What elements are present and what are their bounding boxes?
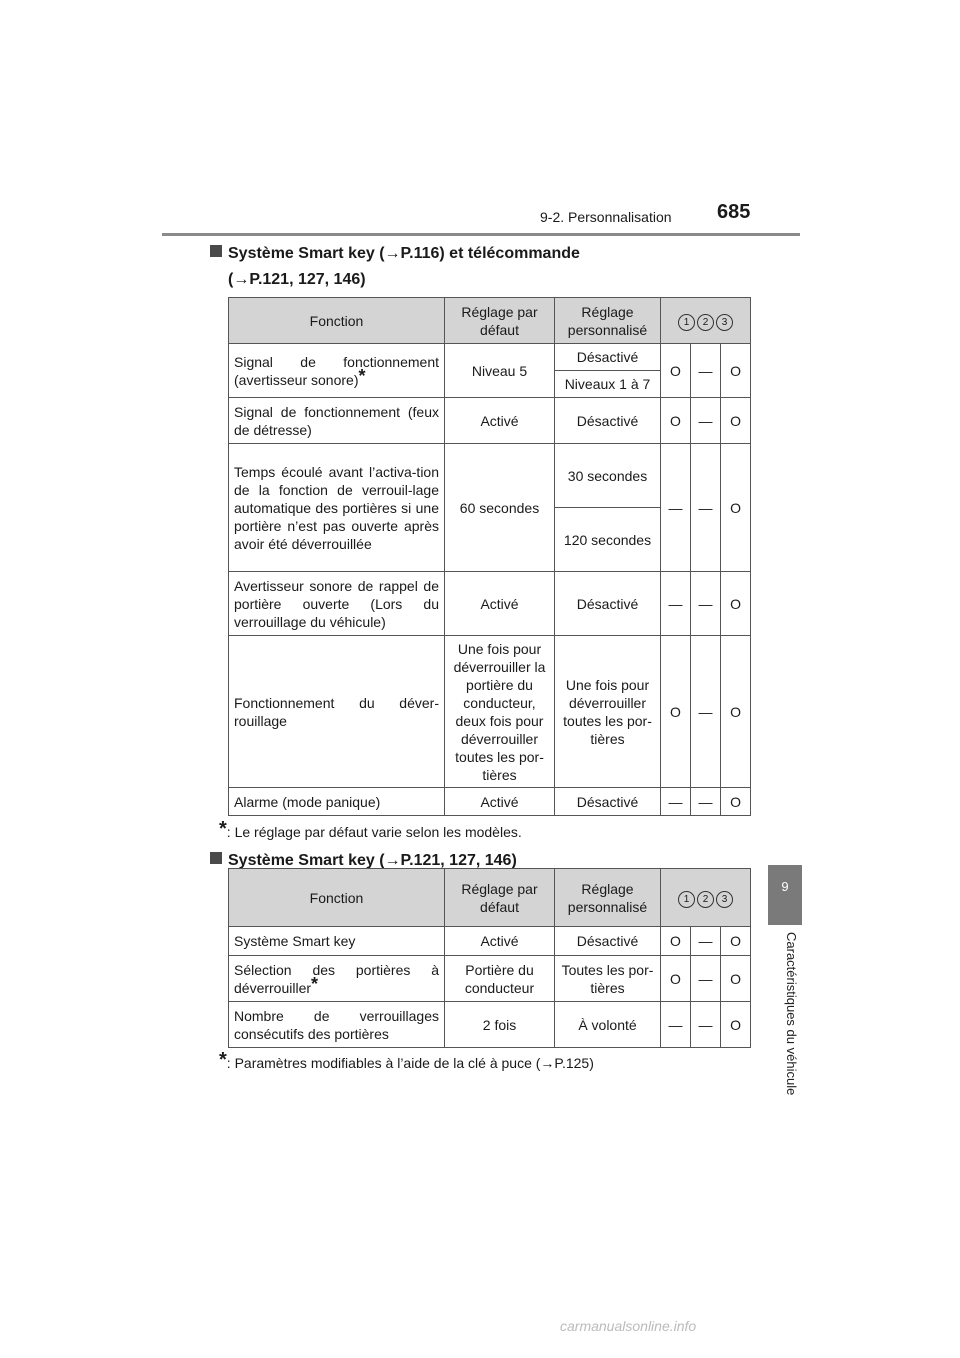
table-row: Signal de fonctionnement (feux de détresse) Activé Désactivé O — O	[229, 398, 751, 444]
table-row: Sélection des portières à déverrouiller* Portière du conducteur Toutes les por-tières O — O	[229, 956, 751, 1002]
circled-1-icon: 1	[678, 891, 695, 908]
square-bullet-icon	[210, 852, 222, 864]
section2-heading: Système Smart key (→P.121, 127, 146)	[210, 848, 517, 874]
table-row: Niveaux 1 à 7	[229, 371, 751, 398]
col-numbers	[661, 298, 751, 344]
header-section: 9-2. Personnalisation	[540, 209, 672, 225]
chapter-tab[interactable]: 9	[768, 865, 802, 925]
circled-2-icon: 2	[697, 891, 714, 908]
asterisk-icon: *	[219, 818, 227, 840]
settings-table-1	[228, 297, 751, 816]
header-rule	[162, 233, 800, 236]
arrow-right-icon: →	[233, 271, 250, 288]
asterisk-icon: *	[311, 973, 319, 994]
circled-3-icon: 3	[716, 891, 733, 908]
arrow-right-icon: →	[384, 852, 401, 869]
table-row: Temps écoulé avant l’activa-tion de la fonction de verrouil-lage automatique des portières si une portière n’est pas ouverte après avoir été déverrouillée 60 secondes 30 secondes — — O	[229, 444, 751, 508]
footnote-2: *: Paramètres modifiables à l’aide de la clé à puce (→P.125)	[219, 1049, 594, 1071]
table-row: Fonctionnement du déver-rouillage Une fois pour déverrouiller la portière du conducteur, deux fois pour déverrouiller toutes les por-tières Une fois pour déverrouiller toutes les por-tières O — O	[229, 636, 751, 788]
table-row: Alarme (mode panique) Activé Désactivé — — O	[229, 788, 751, 816]
table-header-row	[229, 298, 751, 344]
table-row: Avertisseur sonore de rappel de portière ouverte (Lors du verrouillage du véhicule) Activé Désactivé — — O	[229, 572, 751, 636]
square-bullet-icon	[210, 245, 222, 257]
circled-3-icon: 3	[716, 314, 733, 331]
asterisk-icon: *	[219, 1049, 227, 1071]
table-row: 120 secondes	[229, 508, 751, 572]
circled-2-icon: 2	[697, 314, 714, 331]
section1-heading: Système Smart key (→P.116) et télécommande (→P.121, 127, 146)	[210, 241, 580, 293]
table-row: Système Smart key Activé Désactivé O — O	[229, 927, 751, 956]
arrow-right-icon: →	[384, 245, 401, 262]
watermark: carmanualsonline.info	[560, 1318, 697, 1334]
col-perso: Réglage personnalisé	[555, 869, 661, 927]
chapter-title: Caractéristiques du véhicule	[784, 932, 799, 1096]
col-defaut: Réglage par défaut	[445, 298, 555, 344]
table-header-row	[229, 869, 751, 927]
asterisk-icon: *	[358, 365, 366, 386]
table-row: Nombre de verrouillages consécutifs des portières 2 fois À volonté — — O	[229, 1002, 751, 1048]
col-numbers	[661, 869, 751, 927]
table-row: Signal de fonctionnement (avertisseur sonore)* Niveau 5 Désactivé O — O	[229, 344, 751, 371]
col-defaut: Réglage par défaut	[445, 869, 555, 927]
arrow-right-icon: →	[540, 1055, 555, 1071]
page-number: 685	[717, 201, 751, 223]
footnote-1: *: Le réglage par défaut varie selon les modèles.	[219, 818, 522, 840]
col-fonction: Fonction	[229, 869, 445, 927]
settings-table-2	[228, 868, 751, 1048]
col-fonction: Fonction	[229, 298, 445, 344]
col-perso: Réglage personnalisé	[555, 298, 661, 344]
circled-1-icon: 1	[678, 314, 695, 331]
